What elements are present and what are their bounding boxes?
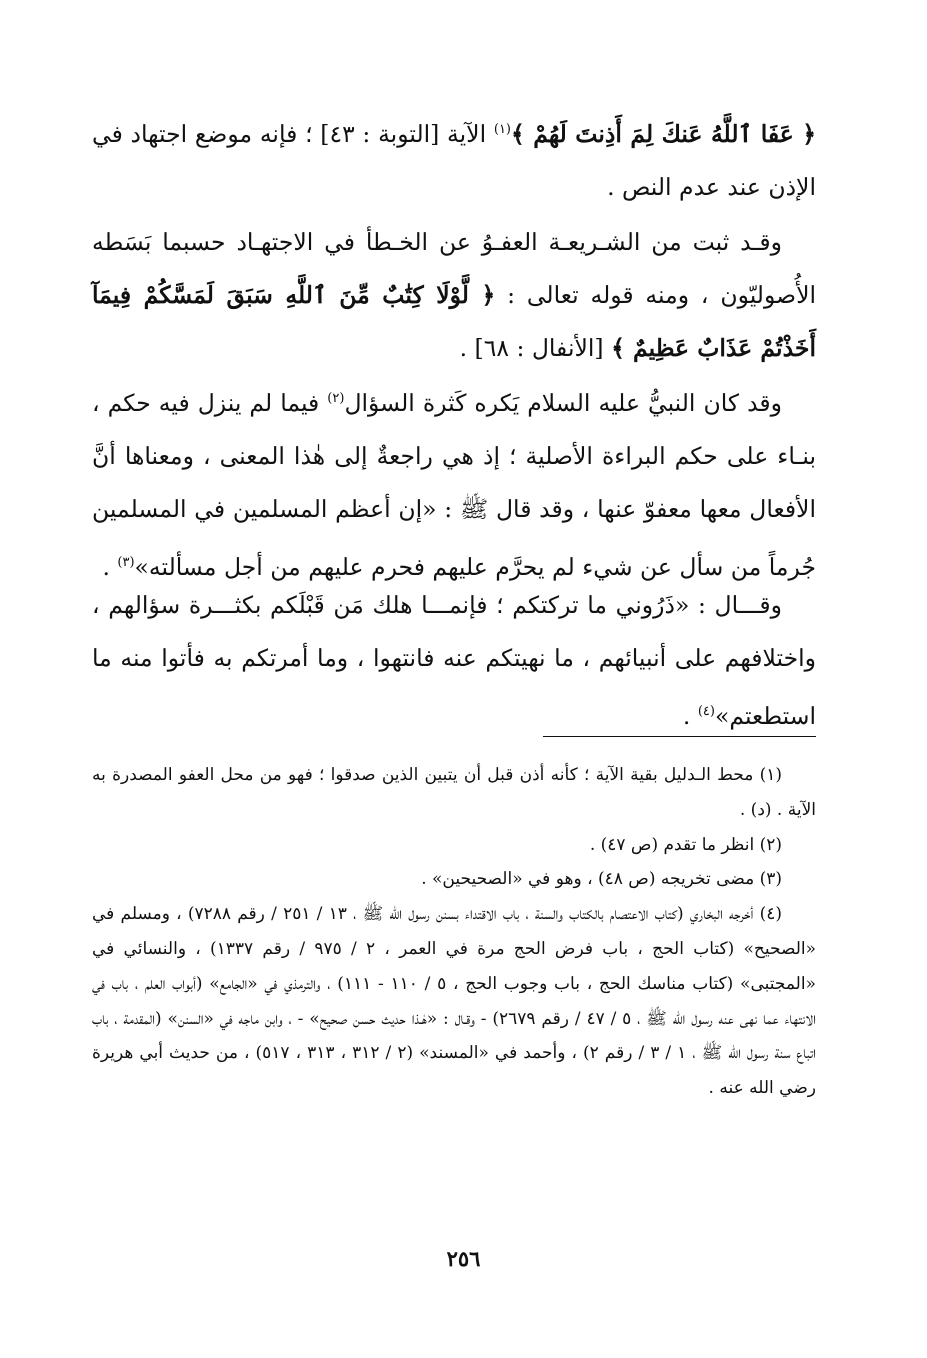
paragraph-text: . — [102, 553, 118, 581]
quran-verse: ﴿ لَّوْلَا كِتَٰبٌ مِّنَ ٱللَّهِ سَبَقَ لَمَسَّكُمْ فِيمَآ أَخَذْتُمْ عَذَابٌ عَظِيمٌ ﴾ — [92, 281, 816, 362]
paragraph-1 — [92, 103, 816, 214]
footnote-1: (١) محط الـدليل بقية الآية ؛ كأنه أذن قبل أن يتبين الذين صدقوا ؛ فهو من محل العفو المصدرة به الآية . (د) . — [92, 765, 816, 820]
footnote-4: (٤) أخرجه البخاري (كتاب الاعتصام بالكتاب والسنة ، باب الاقتداء بسنن رسول الله ﷺ ، ١٣ / ٢٥١ / رقم ٧٢٨٨) ، ومسلم في «الصحيح» (كتاب الحج ، باب فرض الحج مرة في العمر ، ٢ / ٩٧٥ / رقم ١٣٣٧) ، والنسائي في «المجتبى» (كتاب مناسك الحج ، باب وجوب الحج ، ٥ / ١١٠ - ١١١) ، والترمذي في «الجامع» (أبواب العلم ، باب في الانتهاء عما نهى عنه رسول الله ﷺ ، ٥ / ٤٧ / رقم ٢٦٧٩) - وقـال : «هٰـذا حديث حسن صحيح» - ، وابن ماجه في «السنن» (المقدمة ، باب اتباع سنة رسول الله ﷺ ، ١ / ٣ / رقم ٢) ، وأحمد في «المسند» (٢ / ٣١٢ ، ٣١٣ ، ٥١٧) ، من حديث أبي هريرة رضي الله عنه . — [92, 904, 817, 1099]
quran-verse: ﴿ عَفَا ٱللَّهُ عَنكَ لِمَ أَذِنتَ لَهُمْ ﴾ — [511, 120, 816, 148]
footnote-ref-3[interactable]: (٣) — [117, 555, 135, 570]
footnote-3: (٣) مضى تخريجه (ص ٤٨) ، وهو في «الصحيحين» . — [421, 869, 782, 890]
paragraph-3 — [92, 372, 816, 594]
paragraph-text: فيما لم ينزل فيه حكم ، بنـاء على حكم البراءة الأصلية ؛ إذ هي راجعةٌ إلى هٰذا المعنى ، ومعناها أنَّ الأفعال معها معفوّ عنها ، وقد قال ﷺ : «إن أعظم المسلمين في المسلمين جُرماً من سأل عن شيء لم يحرَّم عليهم فحرم عليهم من أجل مسألته» — [92, 389, 816, 581]
footnote-2: (٢) انظر ما تقدم (ص ٤٧) . — [589, 834, 782, 855]
paragraph-4 — [92, 579, 816, 743]
footnotes — [92, 758, 816, 1106]
paragraph-text: . — [682, 702, 698, 730]
paragraph-2 — [92, 216, 816, 375]
paragraph-text: وقد كان النبيُّ عليه السلام يَكره كَثرة السؤال — [344, 389, 782, 417]
footnote-ref-2[interactable]: (٢) — [327, 391, 345, 406]
paragraph-text: وقـــال : «ذَرُوني ما تركتكم ؛ فإنمـــا هلك مَن قَبْلَكم بكثـــرة سؤالهم ، واختلافهم على أنبيائهم ، ما نهيتكم عنه فانتهوا ، وما أمرتكم به فأتوا منه ما استطعتم» — [92, 591, 816, 730]
footnote-ref-1[interactable]: (١) — [493, 122, 511, 137]
footnote-separator — [543, 736, 816, 737]
paragraph-text: الآية [التوبة : ٤٣] ؛ فإنه موضع اجتهاد في الإذن عند عدم النص . — [92, 120, 816, 201]
page-number: ٢٥٦ — [446, 1246, 481, 1271]
footnote-ref-4[interactable]: (٤) — [697, 704, 715, 719]
paragraph-text: وقـد ثبت من الشـريعـة العفـوُ عن الخـطأ في الاجتهـاد حسبما بَسَطه الأُصوليّون ، ومنه قوله تعالى : — [92, 228, 816, 309]
verse-reference: [الأنفال : ٦٨] . — [459, 334, 612, 362]
